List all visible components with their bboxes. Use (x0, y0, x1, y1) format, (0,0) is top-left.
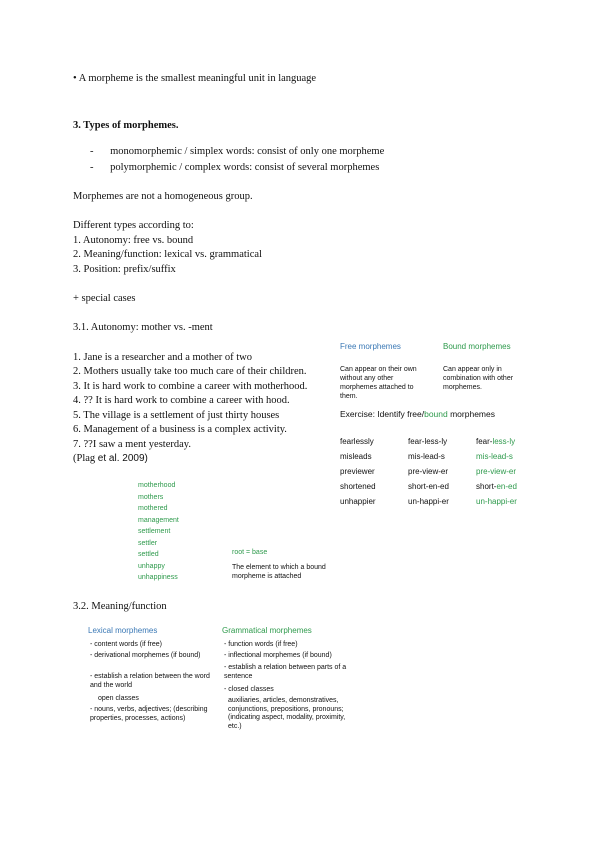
type-meaning: 2. Meaning/function: lexical vs. grammatical (73, 249, 262, 260)
exercise-split: short-en-ed (408, 482, 449, 491)
answer-bound-part: en-ed (496, 482, 517, 491)
lexical-item: open classes (98, 695, 139, 702)
bound-morphemes-header: Bound morphemes (443, 342, 511, 351)
word-unhappy: unhappy (138, 563, 165, 570)
lexical-item: - content words (if free) (90, 641, 162, 648)
word-mothered: mothered (138, 505, 168, 512)
answer-bound-part: pre-view-er (476, 467, 517, 476)
dash: - (90, 146, 94, 157)
answer-bound-part: mis-lead-s (476, 452, 513, 461)
answer-free-part: un-happi-er (476, 497, 517, 506)
exercise-text-end: morphemes (447, 409, 495, 419)
grammatical-item: auxiliaries, articles, demonstratives, conjunctions, prepositions, pronouns; (indicating aspect, modality, proximity, etc.) (228, 697, 346, 730)
bound-morphemes-desc: Can appear only in combination with other morphemes. (443, 366, 514, 391)
exercise-answer (476, 467, 516, 476)
answer-free-part: fear- (476, 437, 493, 446)
special-cases: + special cases (73, 293, 136, 304)
grammatical-item: - closed classes (224, 686, 274, 693)
word-settlement: settlement (138, 528, 171, 535)
type-autonomy: 1. Autonomy: free vs. bound (73, 235, 194, 246)
exercise-answer (476, 452, 513, 461)
types-intro: Different types according to: (73, 220, 194, 231)
example-4: 4. ?? It is hard work to combine a career with hood. (73, 395, 290, 406)
citation-year: et al. 2009) (97, 453, 148, 464)
root-label: root = base (232, 549, 268, 556)
word-motherhood: motherhood (138, 482, 176, 489)
word-unhappiness: unhappiness (138, 574, 178, 581)
exercise-split: un-happi-er (408, 497, 449, 506)
type-text: monomorphemic / simplex words: consist of only one morpheme (110, 146, 385, 157)
answer-bound-part: less-ly (492, 437, 516, 446)
exercise-answer (476, 497, 517, 506)
exercise-word: fearlessly (340, 437, 374, 446)
not-homogeneous: Morphemes are not a homogeneous group. (73, 191, 253, 202)
exercise-instruction (340, 409, 495, 419)
exercise-split: pre-view-er (408, 467, 449, 476)
section-3-2-title: 3.2. Meaning/function (73, 601, 167, 612)
grammatical-item: - inflectional morphemes (if bound) (224, 652, 332, 659)
word-settler: settler (138, 540, 158, 547)
lexical-morphemes-header: Lexical morphemes (88, 626, 158, 635)
exercise-split: fear-less-ly (408, 437, 448, 446)
lexical-item: - establish a relation between the word and the world (90, 673, 210, 689)
exercise-answer (476, 437, 515, 446)
type-item (90, 162, 379, 173)
dash: - (90, 162, 94, 173)
example-2: 2. Mothers usually take too much care of their children. (73, 366, 307, 377)
exercise-word: misleads (340, 452, 372, 461)
free-morphemes-header: Free morphemes (340, 342, 401, 351)
example-1: 1. Jane is a researcher and a mother of two (73, 352, 253, 363)
grammatical-item: - function words (if free) (224, 641, 298, 648)
exercise-text: Exercise: Identify free/ (340, 409, 425, 419)
exercise-word: unhappier (340, 497, 376, 506)
exercise-bound-word: bound (424, 409, 448, 419)
answer-free-part: short- (476, 482, 497, 491)
example-3: 3. It is hard work to combine a career with motherhood. (73, 381, 308, 392)
free-morphemes-desc: Can appear on their own without any other morphemes attached to them. (340, 366, 417, 400)
type-item (90, 146, 384, 157)
root-description: The element to which a bound morpheme is attached (232, 564, 326, 580)
lexical-item: - derivational morphemes (if bound) (90, 652, 201, 659)
intro-bullet: • A morpheme is the smallest meaningful unit in language (73, 73, 317, 84)
lexical-item: - nouns, verbs, adjectives; (describing properties, processes, actions) (90, 706, 208, 722)
exercise-word: previewer (340, 467, 375, 476)
example-5: 5. The village is a settlement of just thirty houses (73, 410, 280, 421)
section-3-1-title: 3.1. Autonomy: mother vs. -ment (73, 322, 213, 333)
word-settled: settled (138, 551, 159, 558)
exercise-word: shortened (340, 482, 376, 491)
example-7: 7. ??I saw a ment yesterday. (73, 439, 191, 450)
section-3-title: 3. Types of morphemes. (73, 120, 179, 131)
exercise-answer (476, 482, 517, 491)
type-position: 3. Position: prefix/suffix (73, 264, 176, 275)
type-text: polymorphemic / complex words: consist of several morphemes (110, 162, 380, 173)
example-6: 6. Management of a business is a complex activity. (73, 424, 287, 435)
citation (73, 453, 148, 464)
exercise-split: mis-lead-s (408, 452, 445, 461)
citation-author: (Plag (73, 453, 98, 464)
grammatical-item: - establish a relation between parts of a sentence (224, 664, 347, 680)
word-mothers: mothers (138, 494, 164, 501)
word-management: management (138, 517, 179, 524)
grammatical-morphemes-header: Grammatical morphemes (222, 626, 312, 635)
